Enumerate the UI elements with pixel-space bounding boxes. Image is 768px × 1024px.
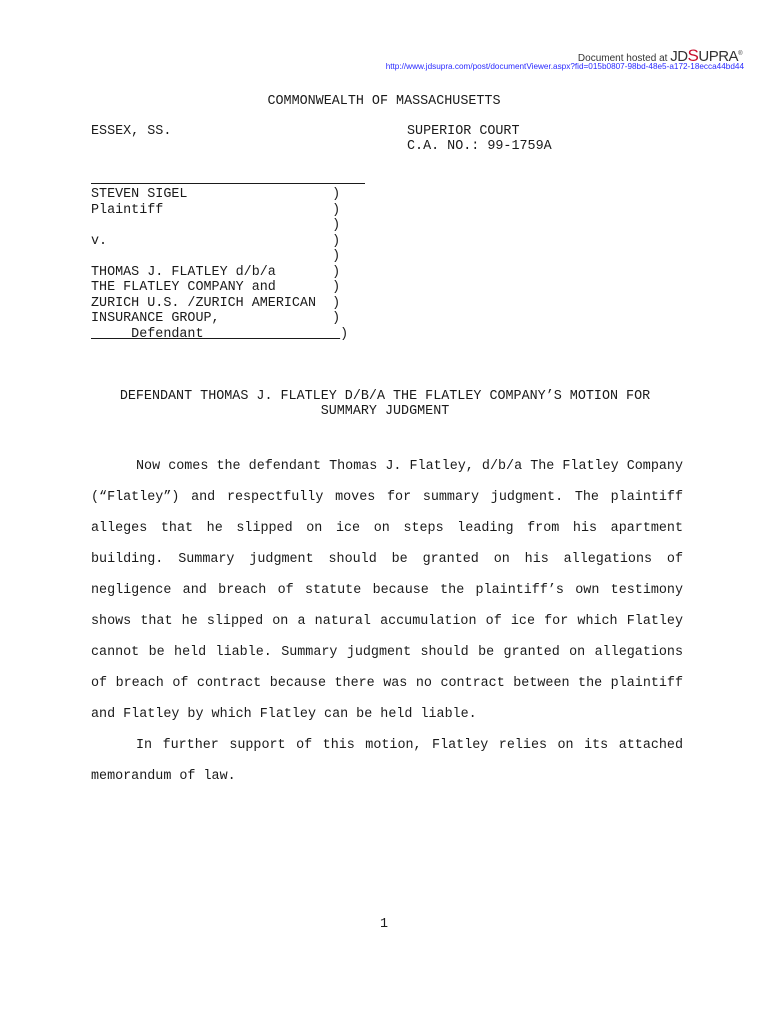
court-name: SUPERIOR COURT: [407, 124, 520, 139]
caption-line: STEVEN SIGEL ): [91, 187, 341, 202]
body-paragraph: In further support of this motion, Flatley relies on its attached memorandum of law.: [91, 738, 683, 784]
hosted-label: Document hosted at: [577, 53, 668, 64]
page-number: 1: [379, 917, 389, 932]
caption-line-paren: ): [340, 326, 349, 342]
caption-line: ): [91, 249, 341, 264]
caption-line: THOMAS J. FLATLEY d/b/a ): [91, 264, 341, 280]
case-number: C.A. NO.: 99-1759A: [407, 139, 552, 154]
caption-line: Plaintiff ): [91, 202, 341, 218]
caption-line: ): [91, 218, 341, 233]
document-url-link[interactable]: http://www.jdsupra.com/post/documentViewer.aspx?fid=015b0807-98bd-48e5-a172-18ecca44bd44: [385, 62, 744, 71]
caption-line: ZURICH U.S. /ZURICH AMERICAN ): [91, 295, 341, 311]
caption-top-rule: [91, 183, 365, 184]
motion-body: [91, 451, 683, 792]
jdsupra-logo[interactable]: JDSUPRA®: [670, 46, 742, 65]
caption-line: THE FLATLEY COMPANY and ): [91, 280, 341, 295]
caption-line: v. ): [91, 233, 341, 249]
motion-title: DEFENDANT THOMAS J. FLATLEY D/B/A THE FLATLEY COMPANY’S MOTION FOR SUMMARY JUDGMENT: [119, 389, 651, 419]
caption-defendant-line: Defendant: [91, 326, 341, 342]
caption-line: INSURANCE GROUP, ): [91, 311, 341, 326]
case-caption: [91, 187, 348, 342]
commonwealth-heading: COMMONWEALTH OF MASSACHUSETTS: [267, 94, 501, 109]
body-paragraph: Now comes the defendant Thomas J. Flatley, d/b/a The Flatley Company (“Flatley”) and respectfully moves for summary judgment. The plaintiff alleges that he slipped on ice on steps leading from his apartment building. Summary judgment should be granted on his allegations of negligence and breach of statute because the plaintiff’s own testimony shows that he slipped on a natural accumulation of ice for which Flatley cannot be held liable. Summary judgment should be granted on allegations of breach of contract because there was no contract between the plaintiff and Flatley by which Flatley can be held liable.: [91, 459, 683, 722]
county-label: ESSEX, SS.: [91, 124, 172, 139]
